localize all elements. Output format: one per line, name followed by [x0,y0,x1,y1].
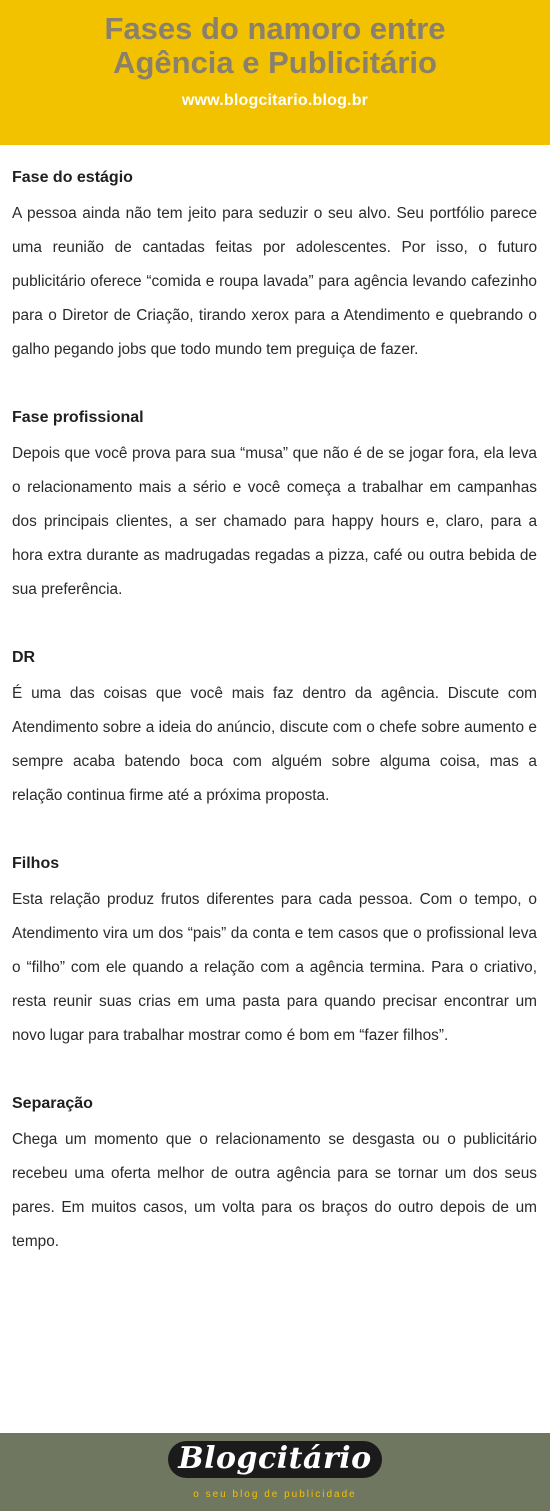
section-children [12,854,537,1053]
section-title: Fase do estágio [12,169,133,186]
section-professional-phase [12,408,537,607]
footer-brand [0,1441,550,1478]
section-internship-phase [12,168,537,367]
title-line-2: Agência e Publicitário [113,45,437,80]
section-title: Filhos [12,855,60,872]
page-header [0,0,550,145]
section-body: A pessoa ainda não tem jeito para seduzir o seu alvo. Seu portfólio parece uma reunião de cantadas feitas por adolescentes. Por isso, o futuro publicitário oferece “comida e roupa lavada” para agência levando cafezinho para o Diretor de Criação, tirando xerox para a Atendimento e quebrando o galho pegando jobs que todo mundo tem preguiça de fazer. [12,205,537,358]
page-title [0,12,550,80]
section-dr [12,648,537,813]
section-body: Esta relação produz frutos diferentes para cada pessoa. Com o tempo, o Atendimento vira um dos “pais” da conta e tem casos que o profissional leva o “filho” com ele quando a relação com a agência termina. Para o criativo, resta reunir suas crias em uma pasta para quando precisar encontrar um novo lugar para trabalhar mostrar como é bom em “fazer filhos”. [12,891,537,1044]
section-body: É uma das coisas que você mais faz dentro da agência. Discute com Atendimento sobre a ideia do anúncio, discute com o chefe sobre aumento e sempre acaba batendo boca com alguém sobre alguma coisa, mas a relação continua firme até a próxima proposta. [12,685,537,804]
section-body: Chega um momento que o relacionamento se desgasta ou o publicitário recebeu uma oferta melhor de outra agência para se tornar um dos seus pares. Em muitos casos, um volta para os braços do outro depois de um tempo. [12,1131,537,1250]
section-title: Fase profissional [12,409,144,426]
section-separation [12,1094,537,1259]
section-title: Separação [12,1095,93,1112]
section-body: Depois que você prova para sua “musa” que não é de se jogar fora, ela leva o relacionamento mais a sério e você começa a trabalhar em campanhas dos principais clientes, a ser chamado para happy hours e, claro, para a hora extra durante as madrugadas regadas a pizza, café ou outra bebida de sua preferência. [12,445,537,598]
page-footer [0,1433,550,1511]
blog-url: www.blogcitario.blog.br [181,92,369,109]
section-title: DR [12,649,36,666]
brand-logo-text: Blogcitário [178,1441,372,1476]
footer-tagline: o seu blog de publicidade [193,1489,357,1500]
article-content [12,168,537,1300]
title-line-1: Fases do namoro entre [104,11,446,46]
brand-logo [168,1441,381,1478]
